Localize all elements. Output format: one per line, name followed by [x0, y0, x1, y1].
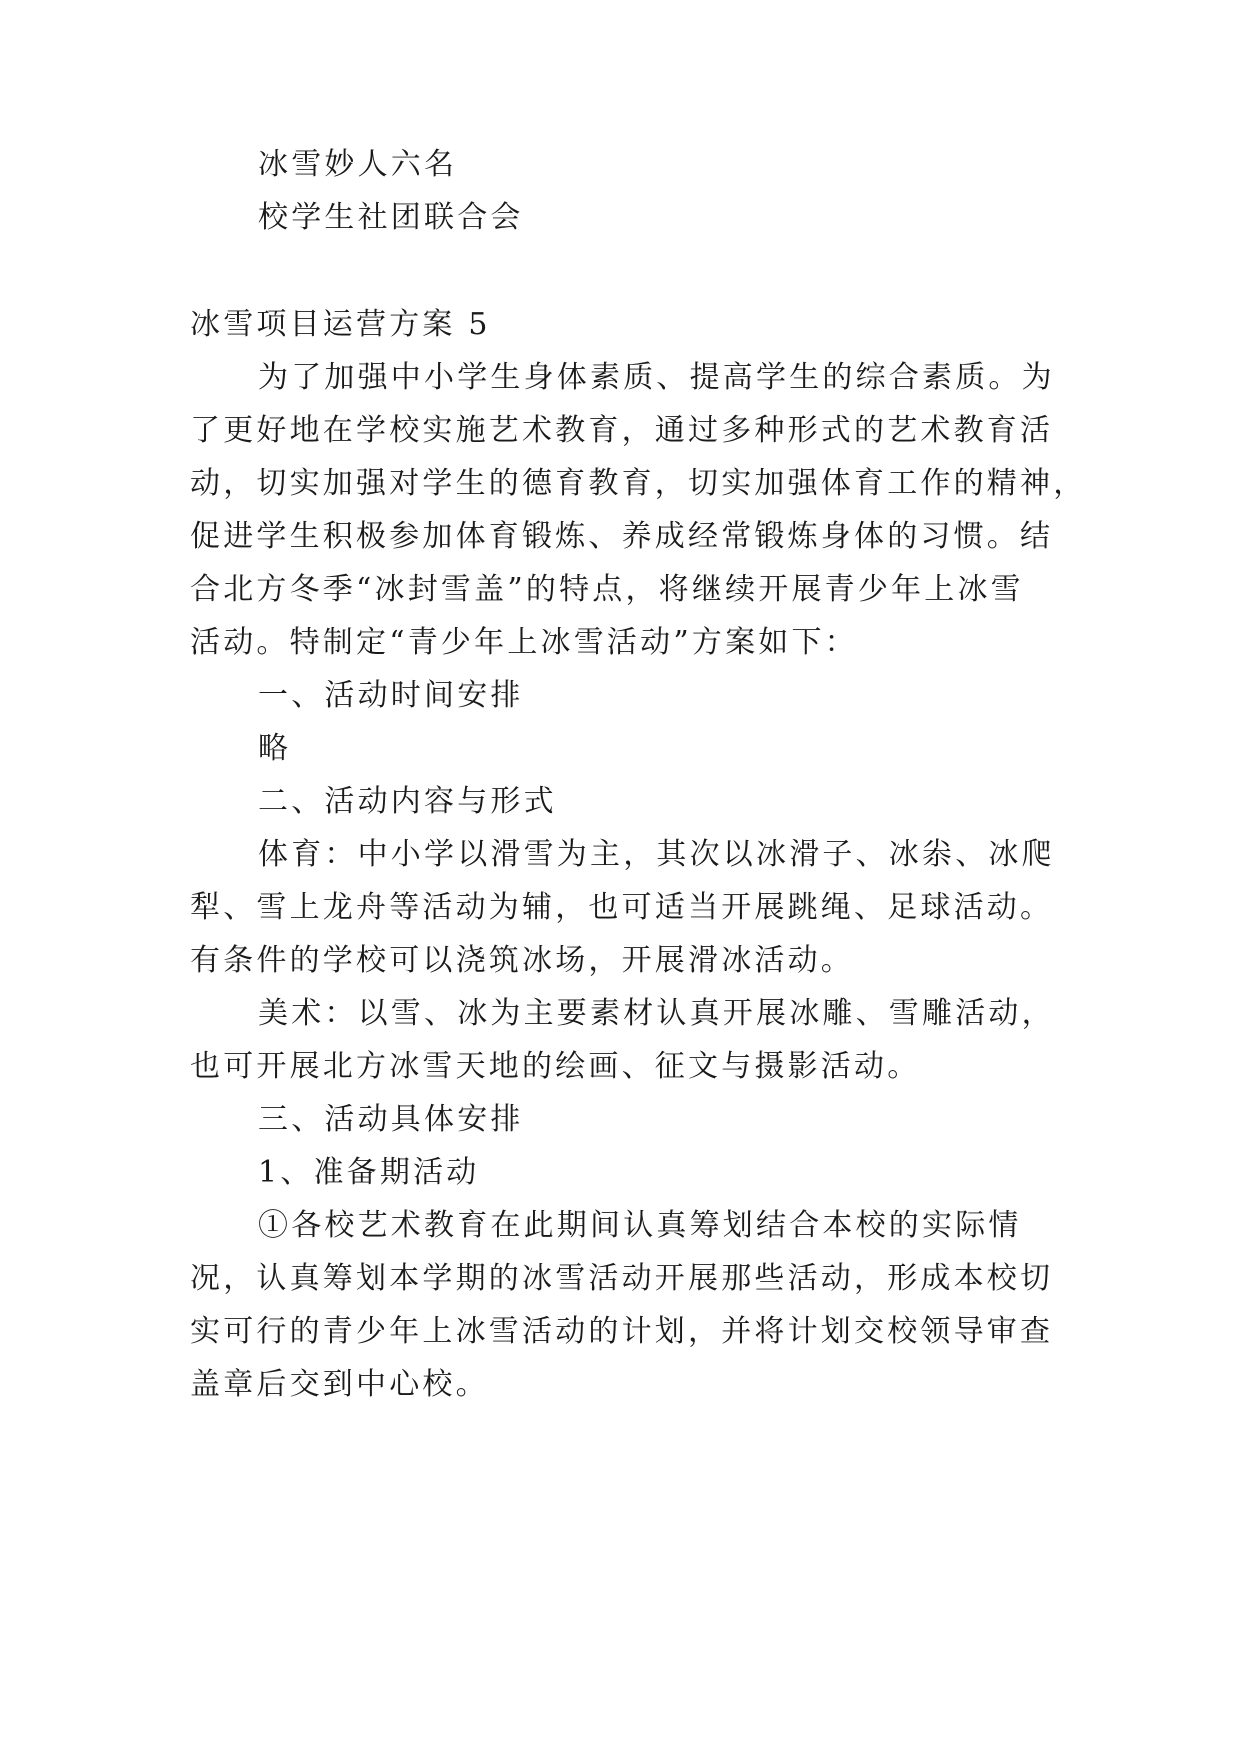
sports-line-2: 犁、雪上龙舟等活动为辅，也可适当开展跳绳、足球活动。	[190, 890, 1054, 925]
heading-2: 二、活动内容与形式	[258, 784, 557, 819]
subheading-1: 1、准备期活动	[258, 1155, 480, 1190]
sports-line-3: 有条件的学校可以浇筑冰场，开展滑冰活动。	[190, 943, 854, 978]
item-1-line-2: 况，认真筹划本学期的冰雪活动开展那些活动，形成本校切	[190, 1261, 1054, 1296]
heading-1: 一、活动时间安排	[258, 678, 524, 713]
art-line-2: 也可开展北方冰雪天地的绘画、征文与摄影活动。	[190, 1049, 921, 1084]
intro-line-4: 促进学生积极参加体育锻炼、养成经常锻炼身体的习惯。结	[190, 519, 1054, 554]
intro-line-6: 活动。特制定“青少年上冰雪活动”方案如下：	[190, 625, 858, 660]
intro-line-3: 动，切实加强对学生的德育教育，切实加强体育工作的精神，	[190, 466, 1087, 501]
item-1-line-1: ①各校艺术教育在此期间认真筹划结合本校的实际情	[258, 1208, 1022, 1243]
intro-line-5: 合北方冬季“冰封雪盖”的特点，将继续开展青少年上冰雪	[190, 572, 1024, 607]
item-1-line-3: 实可行的青少年上冰雪活动的计划，并将计划交校领导审查	[190, 1314, 1054, 1349]
signature-line-2: 校学生社团联合会	[258, 200, 524, 235]
intro-line-2: 了更好地在学校实施艺术教育，通过多种形式的艺术教育活	[190, 413, 1054, 448]
art-line-1: 美术：以雪、冰为主要素材认真开展冰雕、雪雕活动，	[258, 996, 1055, 1031]
signature-line-1: 冰雪妙人六名	[258, 147, 458, 182]
sports-line-1: 体育：中小学以滑雪为主，其次以冰滑子、冰尜、冰爬	[258, 837, 1055, 872]
heading-3: 三、活动具体安排	[258, 1102, 524, 1137]
section-title: 冰雪项目运营方案 5	[190, 307, 491, 342]
intro-line-1: 为了加强中小学生身体素质、提高学生的综合素质。为	[258, 360, 1055, 395]
item-1-line-4: 盖章后交到中心校。	[190, 1367, 489, 1402]
heading-1-body: 略	[258, 731, 292, 766]
